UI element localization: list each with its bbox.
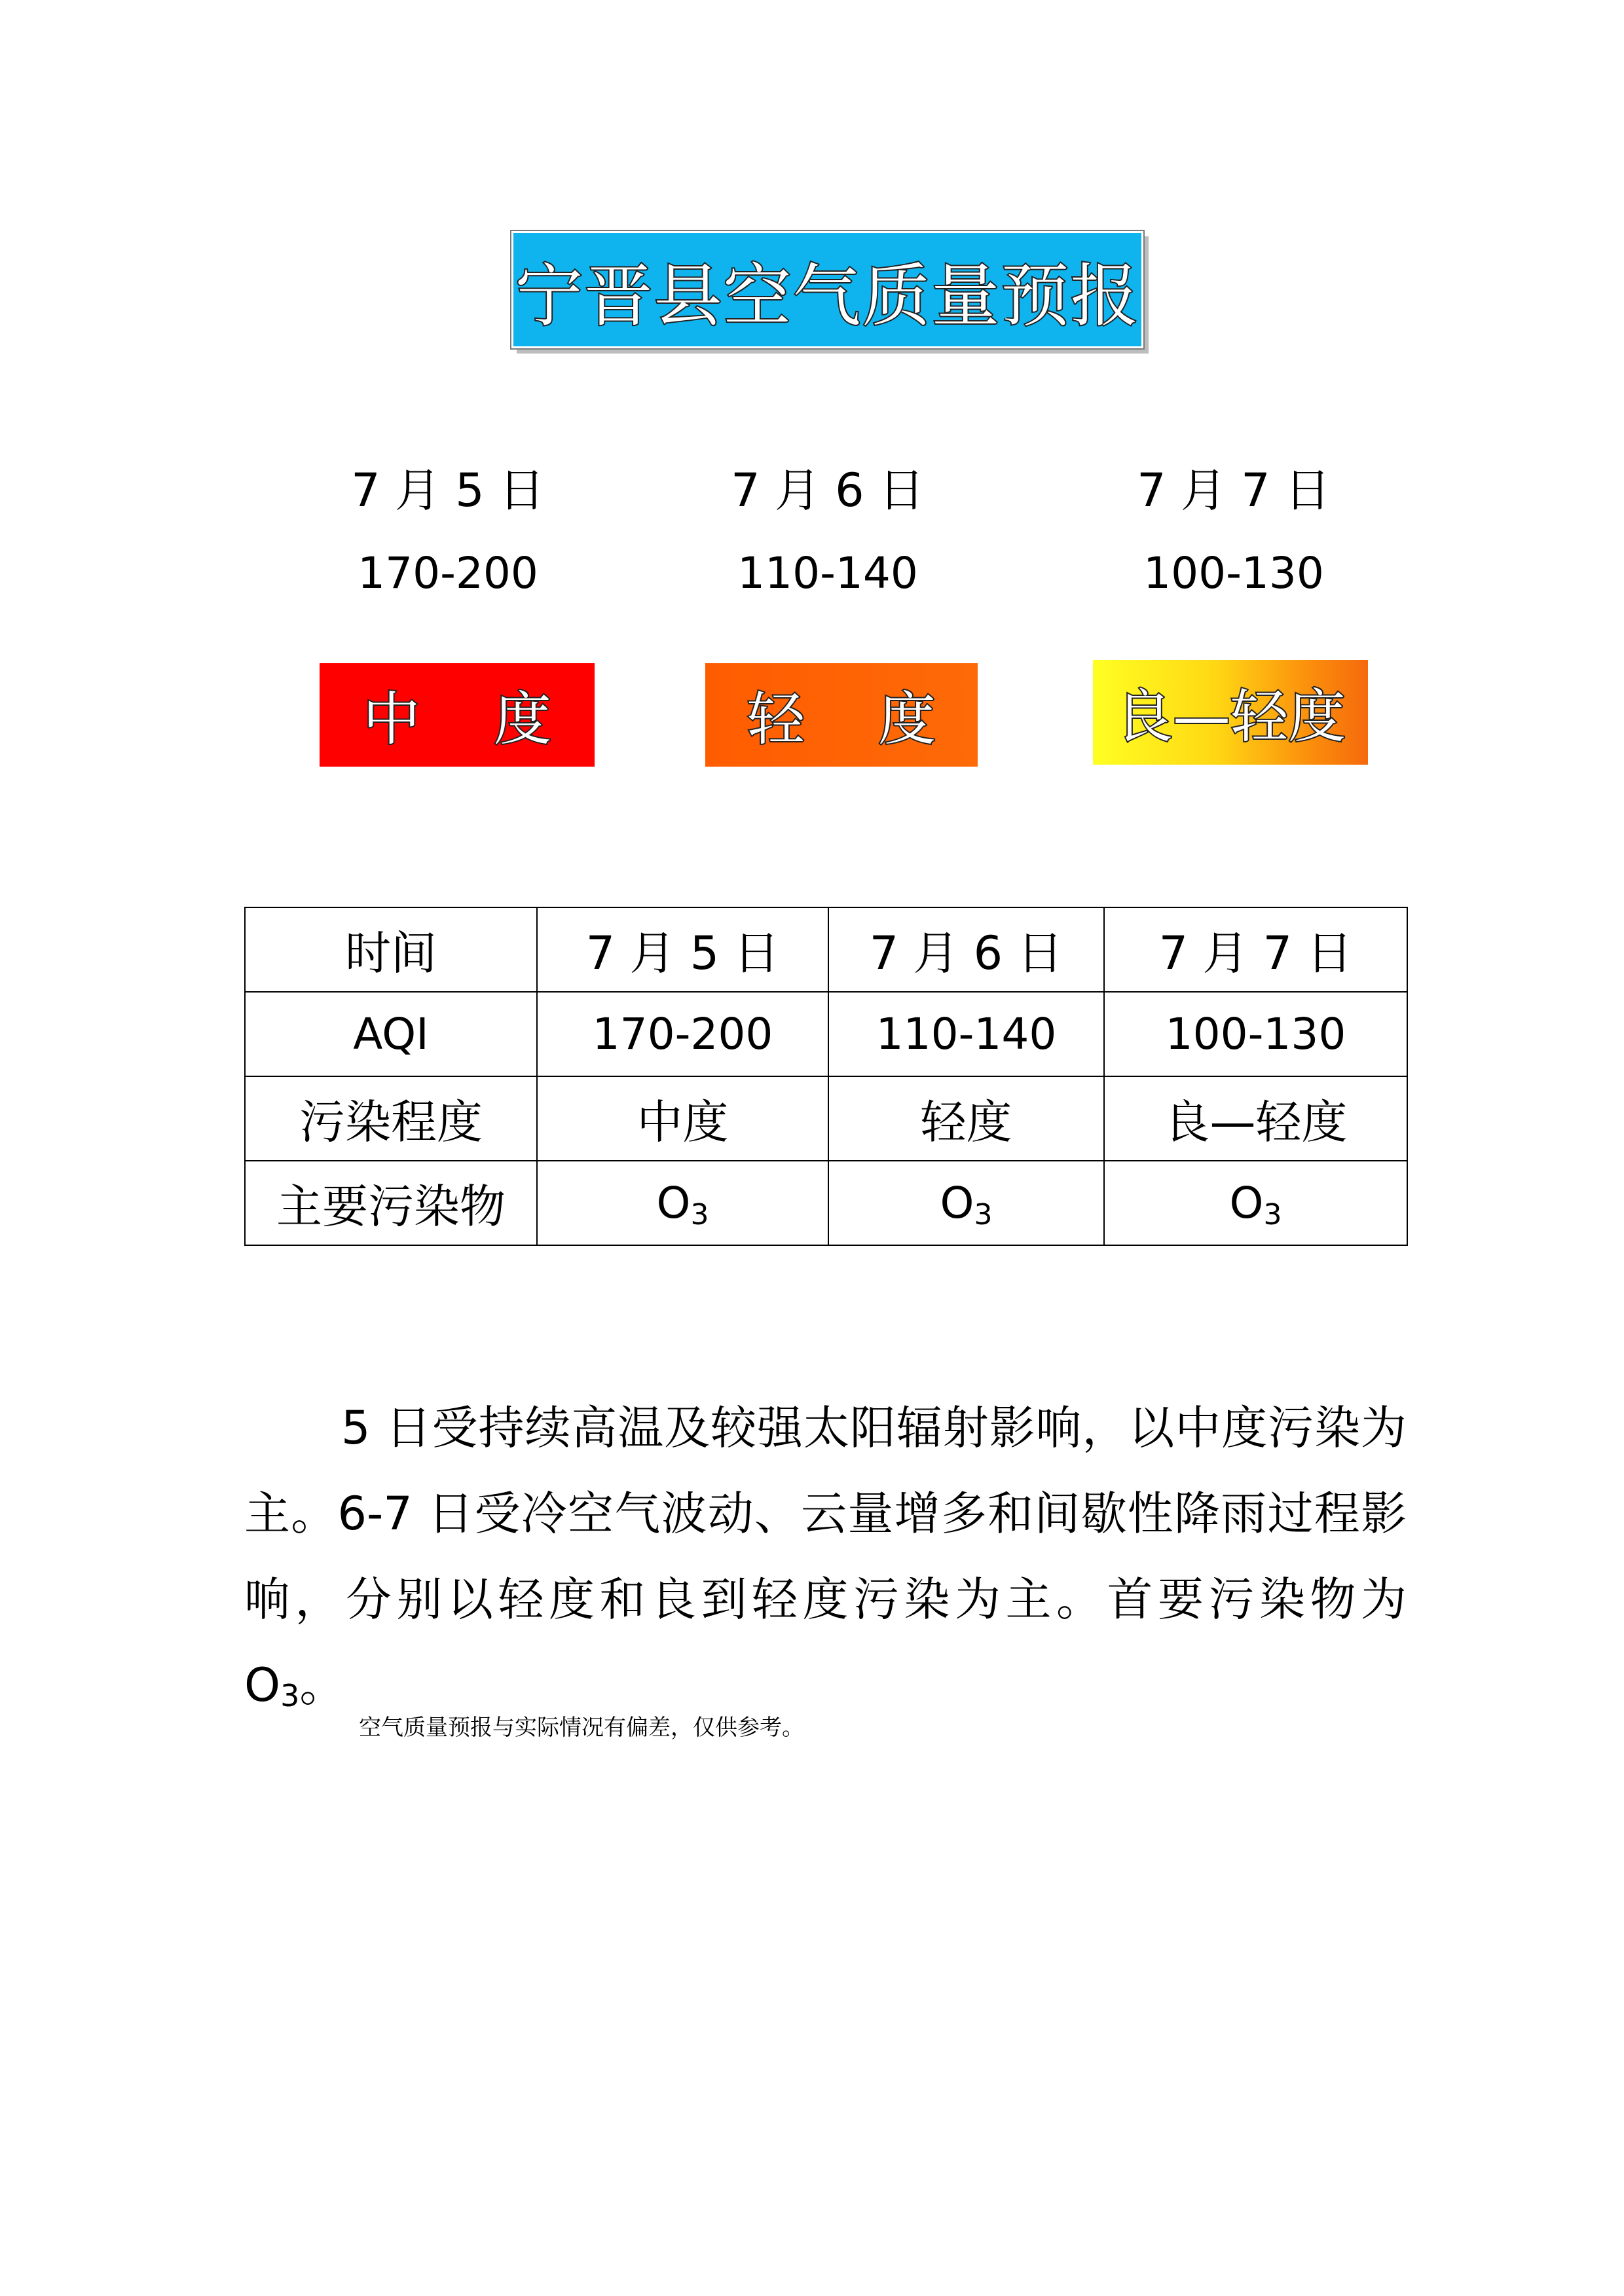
forecast-description-end: 。 <box>299 1658 346 1712</box>
pollutant-symbol: O <box>1229 1178 1264 1228</box>
forecast-date: 7 月 7 日 <box>1137 464 1331 517</box>
title-banner <box>511 231 1143 348</box>
forecast-summary-day-3 <box>1096 458 1371 606</box>
table-cell: 良—轻度 <box>1104 1076 1407 1161</box>
table-cell: 中度 <box>537 1076 828 1161</box>
pollutant-symbol: O <box>940 1178 974 1228</box>
pollutant-subscript: 3 <box>690 1198 709 1231</box>
table-row <box>245 1076 1407 1161</box>
pollutant-subscript: 3 <box>1263 1198 1282 1231</box>
table-header-row <box>245 907 1407 992</box>
table-cell <box>1104 1161 1407 1245</box>
table-column-header: 7 月 6 日 <box>828 907 1104 992</box>
disclaimer: 空气质量预报与实际情况有偏差，仅供参考。 <box>359 1715 804 1741</box>
table-cell <box>828 1161 1104 1245</box>
table-cell: 170-200 <box>537 992 828 1076</box>
pollution-level-badge-day-1 <box>320 663 595 767</box>
table-row <box>245 1161 1407 1245</box>
table-column-header: 7 月 7 日 <box>1104 907 1407 992</box>
pollution-level-label: 良—轻度 <box>1115 683 1346 750</box>
forecast-aqi: 170-200 <box>358 548 538 598</box>
pollution-level-badge-day-2 <box>705 663 978 767</box>
forecast-description <box>244 1385 1407 1728</box>
page-title: 宁晋县空气质量预报 <box>515 255 1140 336</box>
forecast-aqi: 100-130 <box>1143 548 1324 598</box>
forecast-table <box>244 907 1408 1246</box>
pollutant-subscript: 3 <box>280 1678 300 1713</box>
pollution-level-label: 轻 度 <box>747 685 936 753</box>
forecast-aqi: 110-140 <box>737 548 918 598</box>
forecast-description-text: 5 日受持续高温及较强太阳辐射影响，以中度污染为主。6-7 日受冷空气波动、云量增多和间歇性降雨过程影响，分别以轻度和良到轻度污染为主。首要污染物为 O <box>244 1401 1407 1712</box>
table-row-label: 污染程度 <box>245 1076 537 1161</box>
table-row-label: 主要污染物 <box>245 1161 537 1245</box>
pollution-level-label: 中 度 <box>363 685 551 753</box>
table-row-label: AQI <box>245 992 537 1076</box>
table-cell: 轻度 <box>828 1076 1104 1161</box>
pollutant-subscript: 3 <box>974 1198 993 1231</box>
table-column-header: 7 月 5 日 <box>537 907 828 992</box>
table-cell <box>537 1161 828 1245</box>
pollutant-symbol: O <box>656 1178 691 1228</box>
forecast-summary-day-2 <box>690 458 965 606</box>
forecast-date: 7 月 5 日 <box>351 464 545 517</box>
forecast-date: 7 月 6 日 <box>731 464 925 517</box>
pollution-level-badge-day-3 <box>1093 660 1368 765</box>
table-row-label: 时间 <box>245 907 537 992</box>
table-cell: 100-130 <box>1104 992 1407 1076</box>
table-cell: 110-140 <box>828 992 1104 1076</box>
forecast-summary-day-1 <box>310 458 585 606</box>
table-row <box>245 992 1407 1076</box>
